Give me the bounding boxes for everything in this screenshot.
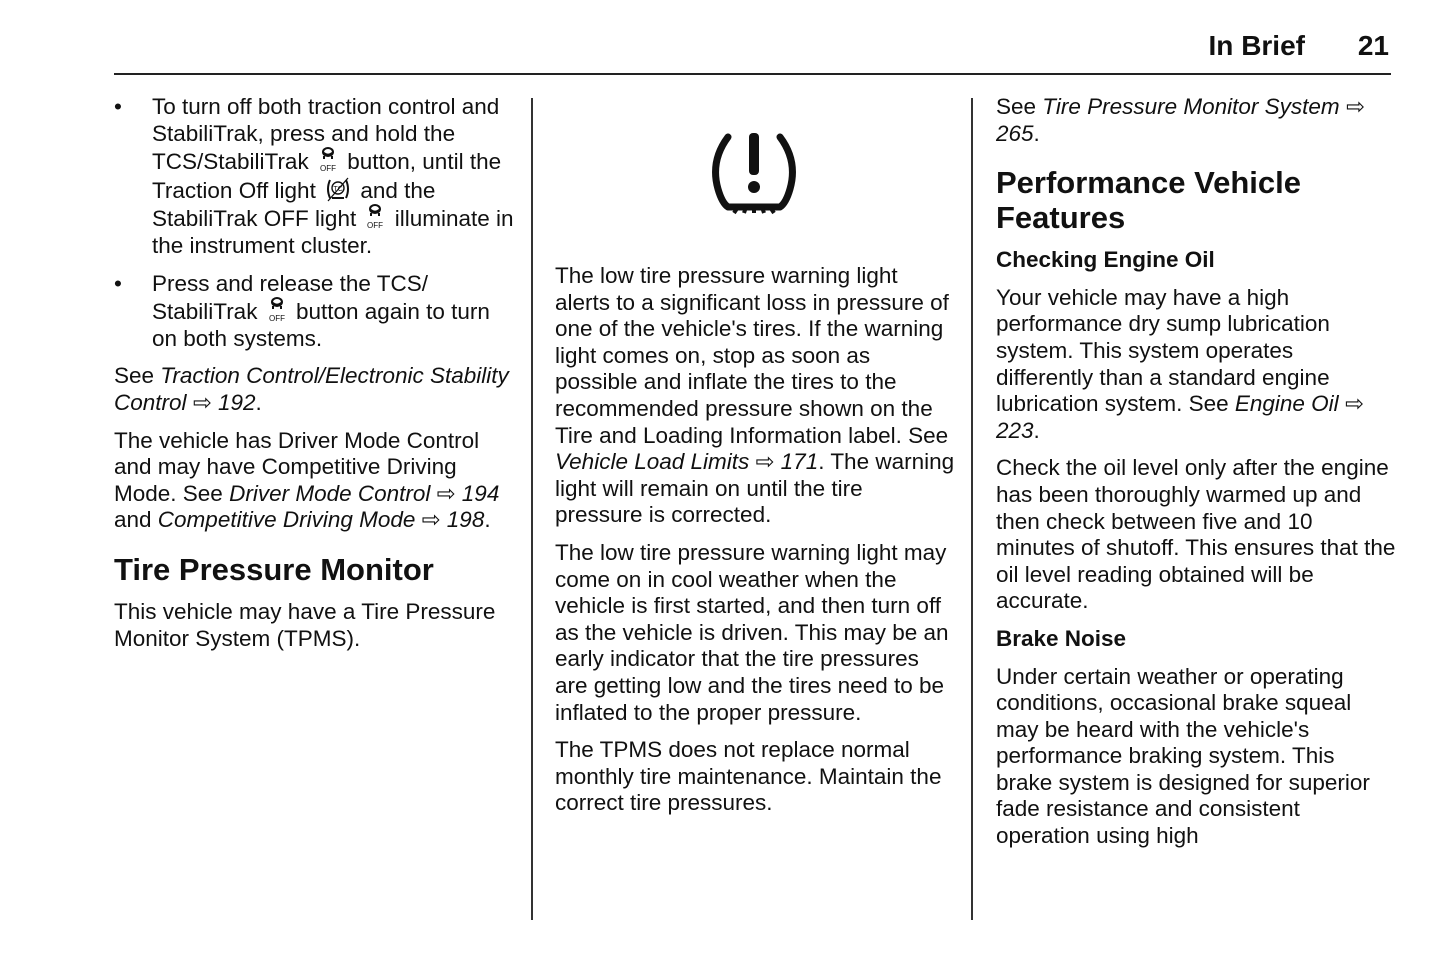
reference-link[interactable]: Traction Control/Electronic Stability Control — [114, 363, 509, 415]
tpms-icon-area — [555, 94, 955, 263]
subheading: Brake Noise — [996, 625, 1127, 651]
stabilitrak-off-icon — [267, 297, 287, 323]
bullet-text: button again to turn on both systems. — [152, 299, 490, 351]
text: Your vehicle may have a high performance dry sump lubrication system. This system operates differently than a standard engine lubrication system. See — [996, 284, 1330, 417]
bullet-text: and the StabiliTrak OFF light — [152, 177, 436, 232]
section-heading: Performance Vehicle Features — [996, 165, 1301, 236]
bullet-text: button, until the Traction Off light — [152, 149, 502, 203]
paragraph: This vehicle may have a Tire Pressure Monitor System (TPMS). — [114, 598, 496, 651]
text: and — [114, 507, 158, 533]
reference-page[interactable]: 171 — [780, 449, 819, 475]
column-right — [996, 94, 1396, 861]
reference-link[interactable]: Driver Mode Control — [229, 480, 431, 506]
paragraph: Under certain weather or operating conditions, occasional brake squeal may be heard with the vehicle's performance braking system. This brake system is designed for superior fade resistance and consistent operation using high — [996, 663, 1370, 849]
paragraph — [555, 263, 955, 529]
text: The vehicle has Driver Mode Control and may have Competitive Driving Mode. See — [114, 427, 480, 506]
page-number: 21 — [1357, 30, 1389, 61]
section-title: In Brief — [1208, 30, 1305, 61]
stabilitrak-off-icon — [318, 147, 338, 173]
reference-link[interactable]: Vehicle Load Limits — [555, 449, 750, 475]
page-header — [114, 26, 1391, 75]
paragraph — [996, 285, 1396, 445]
bullet-text: To turn off both traction control and StabiliTrak, press and hold the TCS/StabiliTrak — [152, 94, 500, 175]
reference-link[interactable]: Engine Oil — [1234, 391, 1339, 417]
text: See — [996, 94, 1043, 119]
reference-arrow-icon: ⇨ — [192, 389, 212, 415]
stabilitrak-off-icon — [365, 204, 385, 230]
reference-page[interactable]: 192 — [217, 389, 256, 415]
cross-reference — [996, 94, 1396, 147]
reference-page[interactable]: 223 — [996, 417, 1034, 443]
reference-arrow-icon: ⇨ — [1344, 391, 1364, 417]
bullet-text: illuminate in the instrument cluster. — [152, 206, 514, 258]
reference-arrow-icon: ⇨ — [755, 449, 775, 475]
cross-reference — [114, 363, 514, 416]
tire-pressure-warning-icon — [708, 131, 800, 217]
section-heading: Tire Pressure Monitor — [114, 551, 434, 587]
reference-link[interactable]: Competitive Driving Mode — [157, 507, 416, 533]
text: . — [484, 507, 491, 533]
bullet-text: Press and release the TCS/ StabiliTrak — [152, 270, 428, 325]
reference-arrow-icon: ⇨ — [421, 507, 441, 533]
column-middle — [555, 94, 955, 828]
text: . — [255, 389, 262, 415]
text: The low tire pressure warning light alerts to a significant loss in pressure of one of the vehicle's tires. If the warning light comes on, stop as soon as possible and inflate the tires to the recommended pressure shown on the Tire and Loading Information label. See — [555, 263, 949, 448]
subheading: Checking Engine Oil — [996, 247, 1215, 273]
reference-page[interactable]: 194 — [461, 480, 500, 506]
bullet-marker: • — [114, 94, 122, 119]
bullet-marker: • — [114, 270, 122, 296]
traction-off-icon — [325, 176, 351, 202]
column-left — [114, 94, 514, 663]
reference-arrow-icon: ⇨ — [1345, 94, 1365, 119]
paragraph — [114, 428, 514, 534]
paragraph: Check the oil level only after the engine has been thoroughly warmed up and then check between five and 10 minutes of shutoff. This ensures that the oil level reading obtained will be accurate. — [996, 455, 1396, 614]
column-divider — [531, 98, 533, 920]
paragraph: The low tire pressure warning light may come on in cool weather when the vehicle is first started, and then turn off as the vehicle is driven. This may be an early indicator that the tire pressures are getting low and the tires need to be inflated to the proper pressure. — [555, 539, 949, 725]
bullet-item — [114, 271, 514, 353]
text: . The warning light will remain on until the tire pressure is corrected. — [555, 449, 955, 528]
paragraph: The TPMS does not replace normal monthly tire maintenance. Maintain the correct tire pressures. — [555, 737, 942, 816]
reference-page[interactable]: 198 — [446, 507, 485, 533]
bullet-item — [114, 94, 514, 260]
reference-arrow-icon: ⇨ — [436, 480, 456, 506]
text: See — [114, 363, 161, 389]
text: . — [1033, 417, 1040, 443]
column-divider — [971, 98, 973, 920]
reference-page[interactable]: 265 — [996, 120, 1034, 146]
text: . — [1033, 120, 1040, 146]
reference-link[interactable]: Tire Pressure Monitor System — [1042, 94, 1340, 119]
